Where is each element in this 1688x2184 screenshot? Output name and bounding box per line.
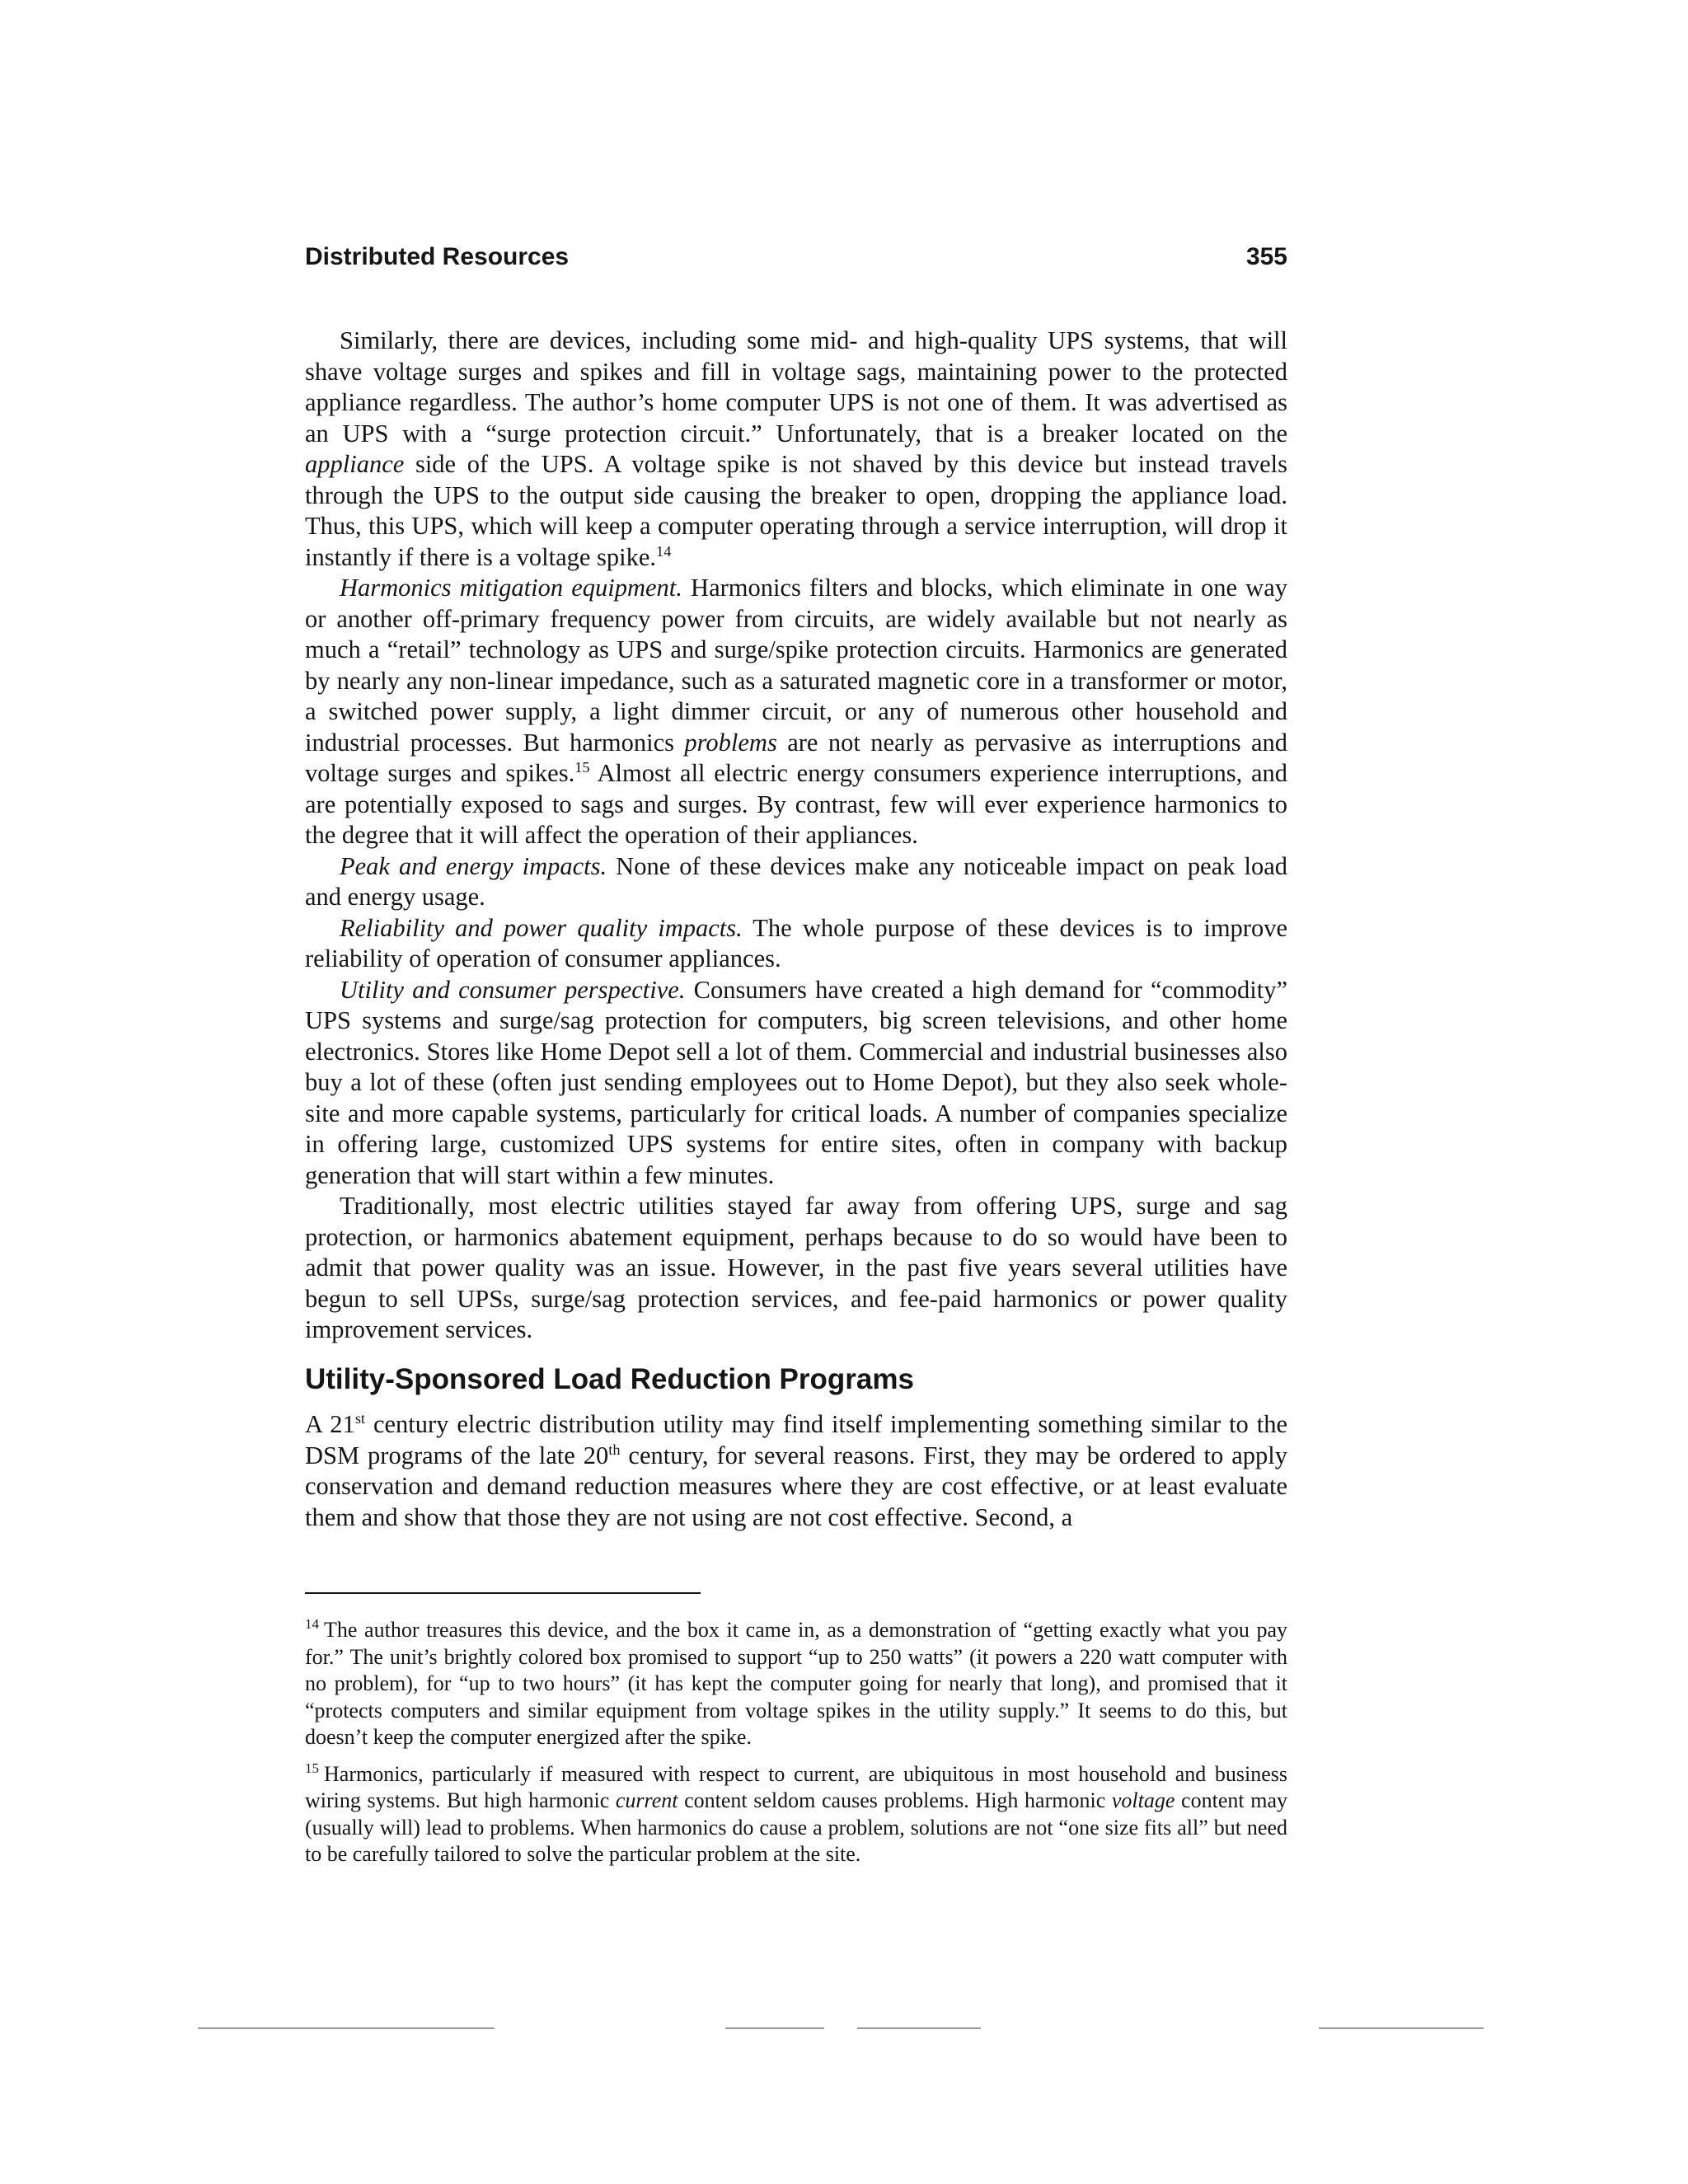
paragraph-harmonics [305, 573, 1287, 851]
footnote-divider [305, 1592, 701, 1594]
paragraph-text: Similarly, there are devices, including some mid- and high-quality UPS systems, that will shave voltage surges and spikes and fill in voltage sags, maintaining power to the protected appliance regardless. The author’s home computer UPS is not one of them. It was advertised as an UPS with a “surge protection circuit.” Unfortunately, that is a breaker located on the [305, 326, 1287, 448]
ordinal-superscript: st [354, 1409, 366, 1427]
run-in-heading: Utility and consumer perspective. [340, 975, 686, 1004]
footnote-ref-14: 14 [656, 542, 672, 560]
ordinal-superscript: th [608, 1441, 621, 1458]
scan-artifact-line [0, 2027, 1688, 2032]
main-text [305, 326, 1287, 1533]
running-header-title: Distributed Resources [305, 243, 570, 270]
paragraph-text: century, for several reasons. First, they may be ordered to apply conservation and demand reduction measures where they are cost effective, or at least evaluate them and show that those they are not using are not cost effective. Second, a [305, 1441, 1287, 1531]
emphasis-text: problems [684, 728, 777, 757]
paragraph-reliability [305, 913, 1287, 975]
footnote-text: The author treasures this device, and the box it came in, as a demonstration of “getting exactly what you pay for.” The unit’s brightly colored box promised to support “up to 250 watts” (it powers a 220 watt computer with no problem), for “up to two hours” (it has kept the computer going for nearly that long), and promised that it “protects computers and similar equipment from voltage spikes in the utility supply.” It seems to do this, but doesn’t keep the computer energized after the spike. [305, 1618, 1287, 1749]
emphasis-text: appliance [305, 450, 405, 478]
run-in-heading: Harmonics mitigation equipment. [340, 574, 682, 602]
emphasis-text: voltage [1111, 1788, 1175, 1812]
footnote-text: content seldom causes problems. High harmonic [678, 1788, 1112, 1812]
footnote-15 [305, 1761, 1287, 1868]
emphasis-text: current [615, 1788, 678, 1812]
footnote-14 [305, 1617, 1287, 1751]
run-in-heading: Peak and energy impacts. [340, 851, 607, 880]
run-in-heading: Reliability and power quality impacts. [340, 913, 743, 942]
page-number: 355 [1245, 243, 1287, 270]
paragraph-perspective [305, 975, 1287, 1192]
paragraph-text: Traditionally, most electric utilities stayed far away from offering UPS, surge and sag protection, or harmonics abatement equipment, perhaps because to do so would have been to admit that power quality was an issue. However, in the past five years several utilities have begun to sell UPSs, surge/sag protection services, and fee-paid harmonics or power quality improvement services. [305, 1192, 1287, 1343]
paragraph-text: Almost all electric energy consumers experience interruptions, and are potentially exposed to sags and surges. By contrast, few will ever experience harmonics to the degree that it will affect the operation of their appliances. [305, 759, 1287, 849]
section-heading: Utility-Sponsored Load Reduction Programs [305, 1362, 914, 1395]
paragraph-text: The whole purpose of these devices is to improve reliability of operation of consumer appliances. [305, 913, 1287, 972]
paragraph-text: Harmonics filters and blocks, which eliminate in one way or another off-primary frequency power from circuits, are widely available but not nearly as much a “retail” technology as UPS and surge/spike protection circuits. Harmonics are generated by nearly any non-linear impedance, such as a saturated magnetic core in a transformer or motor, a switched power supply, a light dimmer circuit, or any of numerous other household and industrial processes. But harmonics [305, 574, 1287, 757]
footnotes [305, 1617, 1287, 1878]
footnote-number: 15 [305, 1760, 319, 1776]
footnote-text: content may (usually will) lead to problems. When harmonics do cause a problem, solutions are not “one size fits all” but need to be carefully tailored to solve the particular problem at the site. [305, 1788, 1287, 1866]
footnote-number: 14 [305, 1616, 319, 1633]
paragraph-dsm [305, 1409, 1287, 1533]
paragraph-text: century electric distribution utility may find itself implementing something similar to the DSM programs of the late 20 [305, 1410, 1288, 1469]
paragraph-text: None of these devices make any noticeable impact on peak load and energy usage. [305, 851, 1287, 911]
paragraph-peak-energy [305, 851, 1287, 913]
footnote-ref-15: 15 [574, 758, 590, 776]
footnote-text: Harmonics, particularly if measured with respect to current, are ubiquitous in most household and business wiring systems. But high harmonic [305, 1761, 1287, 1812]
paragraph-text: A 21 [305, 1410, 355, 1438]
paragraph-text: Consumers have created a high demand for “commodity” UPS systems and surge/sag protection for computers, big screen televisions, and other home electronics. Stores like Home Depot sell a lot of them. Commercial and industrial businesses also buy a lot of these (often just sending employees out to Home Depot), but they also seek whole-site and more capable systems, particularly for critical loads. A number of companies specialize in offering large, customized UPS systems for entire sites, often in company with backup generation that will start within a few minutes. [305, 975, 1287, 1189]
paragraph-text: are not nearly as pervasive as interruptions and voltage surges and spikes. [305, 728, 1287, 787]
paragraph-text: side of the UPS. A voltage spike is not shaved by this device but instead travels through the UPS to the output side causing the breaker to open, dropping the appliance load. Thus, this UPS, which will keep a computer operating through a service interruption, will drop it instantly if there is a voltage spike. [305, 450, 1287, 571]
paragraph-traditionally [305, 1191, 1287, 1346]
paragraph-ups-surge [305, 326, 1287, 573]
